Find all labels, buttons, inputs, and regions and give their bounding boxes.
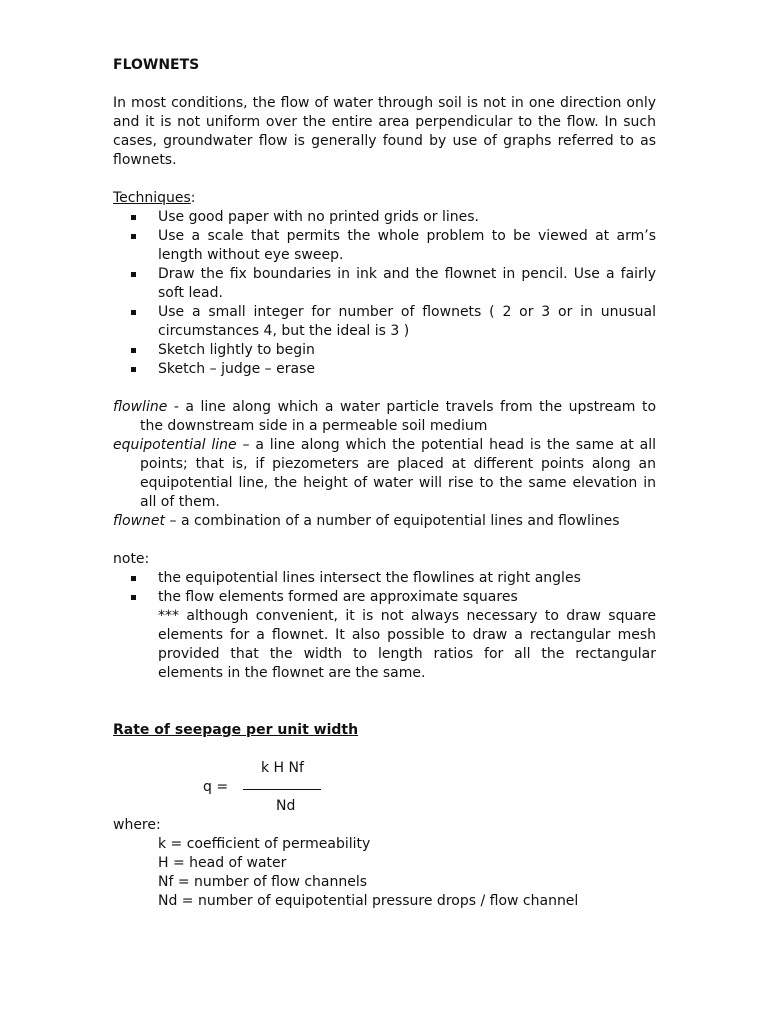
definition-text: a line along which a water particle travels from the upstream to the downstream side in a permeable soil medium bbox=[140, 399, 657, 434]
formula-denominator: Nd bbox=[276, 798, 296, 814]
definition-equipotential-line bbox=[113, 436, 656, 512]
definition-term: equipotential line bbox=[113, 437, 237, 453]
list-item: Draw the fix boundaries in ink and the flownet in pencil. Use a fairly soft lead. bbox=[158, 266, 656, 301]
definition-separator: – bbox=[165, 513, 181, 529]
techniques-list bbox=[113, 208, 656, 379]
definition-term: flowline bbox=[113, 399, 168, 415]
where-list bbox=[113, 835, 656, 911]
definition-term: flownet bbox=[113, 513, 166, 529]
definition-text: a combination of a number of equipotential lines and flowlines bbox=[180, 513, 620, 529]
definition-flowline bbox=[113, 398, 656, 436]
list-item: Sketch – judge – erase bbox=[158, 360, 656, 379]
document-page bbox=[113, 56, 656, 911]
intro-paragraph: In most conditions, the flow of water through soil is not in one direction only and it is not uniform over the entire area perpendicular to the flow. In such cases, groundwater flow is generally found by use of graphs referred to as flownets. bbox=[113, 95, 656, 168]
note-heading: note: bbox=[113, 551, 150, 567]
list-item: the equipotential lines intersect the flowlines at right angles bbox=[158, 569, 656, 588]
list-item: the flow elements formed are approximate squares bbox=[158, 588, 656, 607]
where-item: Nf = number of flow channels bbox=[158, 874, 368, 890]
list-item: Use a small integer for number of flownets ( 2 or 3 or in unusual circumstances 4, but the ideal is 3 ) bbox=[158, 304, 656, 339]
note-extra-text: *** although convenient, it is not always necessary to draw square elements for a flownet. It also possible to draw a rectangular mesh provided that the width to length ratios for all the rectangular elements in the flownet are the same. bbox=[158, 608, 656, 681]
list-item: Use good paper with no printed grids or lines. bbox=[158, 208, 656, 227]
where-item: H = head of water bbox=[158, 855, 287, 871]
where-item: Nd = number of equipotential pressure drops / flow channel bbox=[158, 893, 579, 909]
definition-separator: - bbox=[167, 399, 186, 415]
formula-lhs: q = bbox=[203, 779, 229, 795]
techniques-heading-text: Techniques bbox=[113, 190, 191, 206]
note-list bbox=[113, 569, 656, 607]
techniques-heading bbox=[113, 189, 656, 208]
definition-text: a line along which the potential head is the same at all points; that is, if piezometers are placed at different points along an equipotential line, the height of water will rise to the same elevation in all of them. bbox=[140, 437, 656, 510]
definition-flownet bbox=[113, 512, 656, 531]
list-item: Use a scale that permits the whole problem to be viewed at arm’s length without eye sweep. bbox=[158, 228, 656, 263]
seepage-heading: Rate of seepage per unit width bbox=[113, 722, 359, 738]
where-item: k = coefficient of permeability bbox=[158, 836, 371, 852]
fraction-bar bbox=[243, 789, 321, 790]
definitions bbox=[113, 398, 656, 531]
definition-separator: – bbox=[236, 437, 256, 453]
formula-numerator: k H Nf bbox=[261, 760, 304, 776]
page-title: FLOWNETS bbox=[113, 57, 200, 73]
seepage-formula bbox=[113, 759, 656, 816]
where-label: where: bbox=[113, 817, 161, 833]
techniques-heading-colon: : bbox=[190, 190, 196, 206]
list-item: Sketch lightly to begin bbox=[158, 341, 656, 360]
